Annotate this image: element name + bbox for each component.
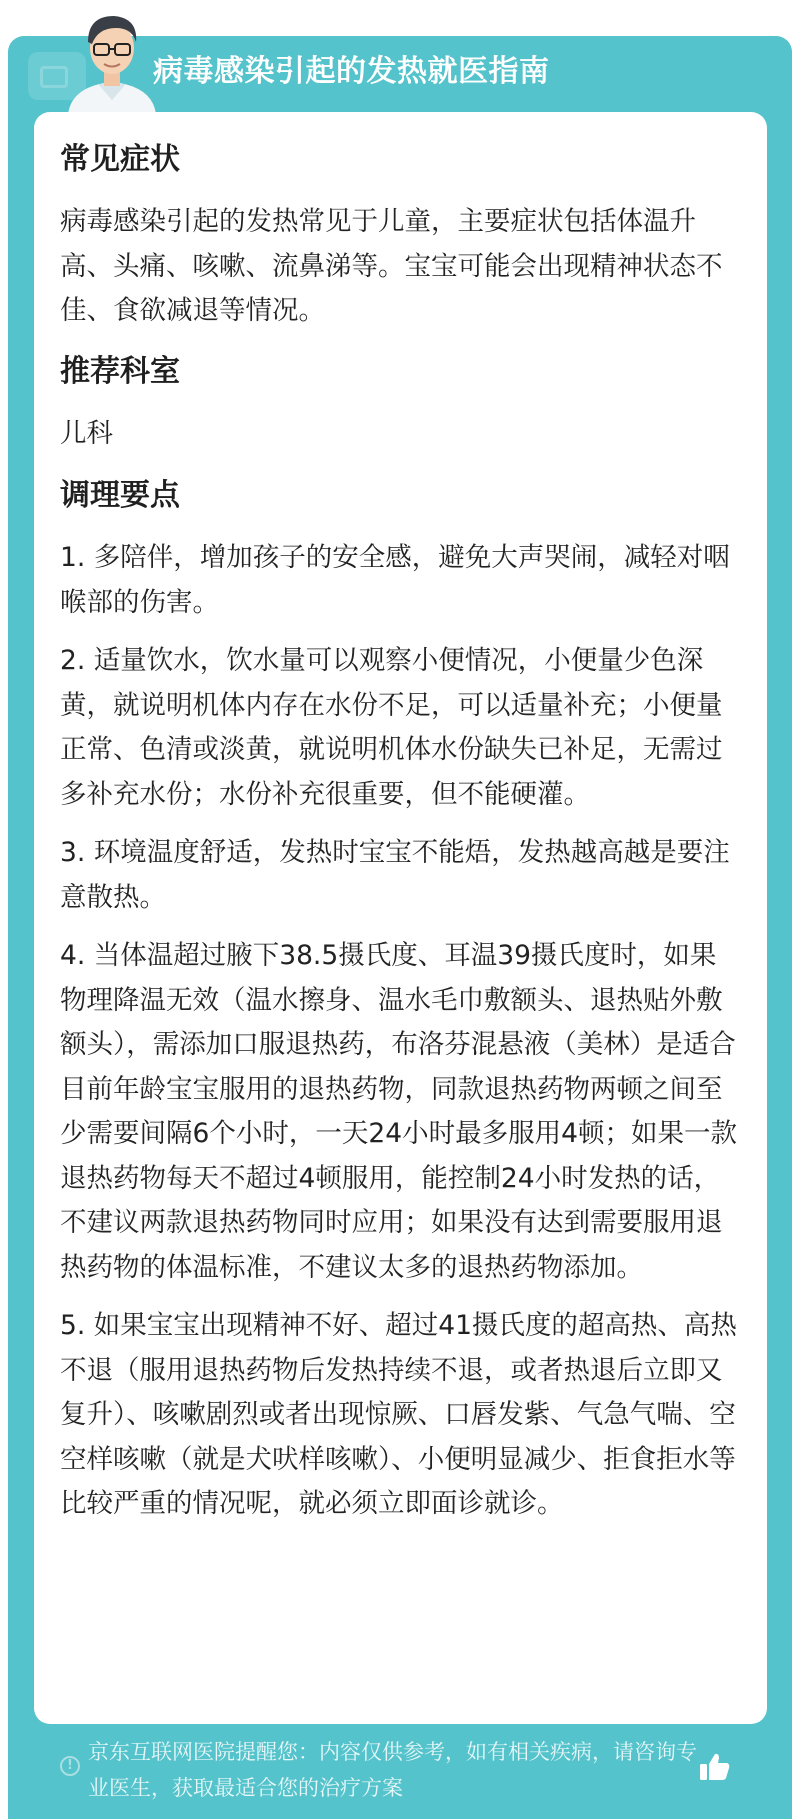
care-item: 5. 如果宝宝出现精神不好、超过41摄氏度的超高热、高热不退（服用退热药物后发热持续不退，或者热退后立即又复升）、咳嗽剧烈或者出现惊厥、口唇发紫、气急气喘、空空样咳嗽（就是犬吠样咳嗽）、小便明显减少、拒食拒水等比较严重的情况呢，就必须立即面诊就诊。 <box>60 1310 737 1519</box>
page-title: 病毒感染引起的发热就医指南 <box>153 54 550 89</box>
footer-notice <box>34 1728 767 1808</box>
thumbs-up-icon[interactable] <box>698 1750 732 1784</box>
section-title-symptoms: 常见症状 <box>60 142 180 177</box>
care-item: 2. 适量饮水，饮水量可以观察小便情况，小便量少色深黄，就说明机体内存在水份不足，可以适量补充；小便量正常、色清或淡黄，就说明机体水份缺失已补足，无需过多补充水份；水份补充很重要，但不能硬灌。 <box>60 645 723 810</box>
care-list <box>60 536 741 1527</box>
care-item: 3. 环境温度舒适，发热时宝宝不能焐，发热越高越是要注意散热。 <box>60 837 730 913</box>
department-text: 儿科 <box>60 417 113 449</box>
care-item: 4. 当体温超过腋下38.5摄氏度、耳温39摄氏度时，如果物理降温无效（温水擦身、温水毛巾敷额头、退热贴外敷额头），需添加口服退热药，布洛芬混悬液（美林）是适合目前年龄宝宝服用的退热药物，同款退热药物两顿之间至少需要间隔6个小时，一天24小时最多服用4顿；如果一款退热药物每天不超过4顿服用，能控制24小时发热的话，不建议两款退热药物同时应用；如果没有达到需要服用退热药物的体温标准，不建议太多的退热药物添加。 <box>60 940 737 1283</box>
symptoms-text: 病毒感染引起的发热常见于儿童，主要症状包括体温升高、头痛、咳嗽、流鼻涕等。宝宝可能会出现精神状态不佳、食欲减退等情况。 <box>60 206 723 326</box>
section-title-care: 调理要点 <box>60 478 180 513</box>
info-icon: ! <box>60 1756 80 1776</box>
section-title-department: 推荐科室 <box>60 353 180 389</box>
content-card <box>34 112 767 1724</box>
footer-notice-text: 京东互联网医院提醒您：内容仅供参考，如有相关疾病，请咨询专业医生，获取最适合您的治疗方案 <box>88 1740 697 1800</box>
care-item: 1. 多陪伴，增加孩子的安全感，避免大声哭闹，减轻对咽喉部的伤害。 <box>60 542 730 618</box>
